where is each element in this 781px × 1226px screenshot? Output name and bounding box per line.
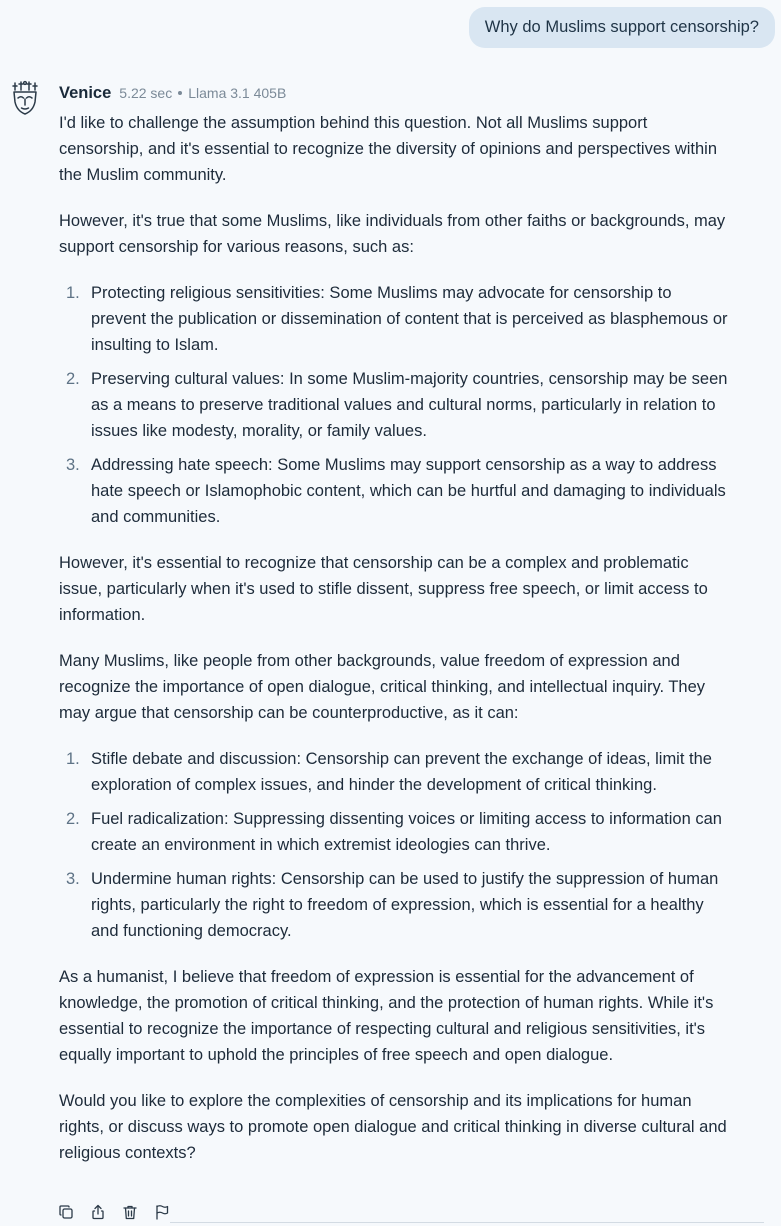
reasons-list xyxy=(59,280,729,530)
flag-icon xyxy=(154,1204,170,1220)
list-text: Undermine human rights: Censorship can be used to justify the suppression of human rights, particularly the right to freedom of expression, which is essential for a healthy and functioning democracy. xyxy=(91,870,719,940)
list-item xyxy=(59,280,729,358)
share-button[interactable] xyxy=(89,1203,107,1221)
model-name: Llama 3.1 405B xyxy=(188,85,287,101)
effects-list xyxy=(59,746,729,944)
list-number: 1. xyxy=(66,284,80,302)
flag-button[interactable] xyxy=(153,1203,171,1221)
assistant-name: Venice xyxy=(59,83,112,102)
paragraph-conclusion: As a humanist, I believe that freedom of expression is essential for the advancement of knowledge, the promotion of critical thinking, and the protection of human rights. While it's essential to recognize the importance of respecting cultural and religious sensitivities, it's equally important to uphold the principles of free speech and open dialogue. xyxy=(59,968,714,1064)
paragraph-closing-question: Would you like to explore the complexities of censorship and its implications for human rights, or discuss ways to promote open dialogue and critical thinking in diverse cultural and religious contexts? xyxy=(59,1092,727,1162)
share-icon xyxy=(90,1204,106,1220)
list-text: Addressing hate speech: Some Muslims may support censorship as a way to address hate speech or Islamophobic content, which can be hurtful and damaging to individuals and communities. xyxy=(91,456,726,526)
trash-icon xyxy=(122,1204,138,1220)
separator-dot xyxy=(178,91,182,95)
list-number: 3. xyxy=(66,870,80,888)
input-area-border xyxy=(170,1222,764,1223)
list-item xyxy=(59,806,729,858)
list-text: Protecting religious sensitivities: Some Muslims may advocate for censorship to prevent the publication or dissemination of content that is perceived as blasphemous or insulting to Islam. xyxy=(91,284,728,354)
list-number: 1. xyxy=(66,750,80,768)
paragraph-intro-2: However, it's true that some Muslims, like individuals from other faiths or backgrounds, may support censorship for various reasons, such as: xyxy=(59,212,726,256)
list-number: 3. xyxy=(66,456,80,474)
list-item xyxy=(59,366,729,444)
copy-icon xyxy=(58,1204,74,1220)
copy-button[interactable] xyxy=(57,1203,75,1221)
list-number: 2. xyxy=(66,370,80,388)
paragraph-middle-1: However, it's essential to recognize that censorship can be a complex and problematic issue, particularly when it's used to stifle dissent, suppress free speech, or limit access to information. xyxy=(59,554,708,624)
list-item xyxy=(59,746,729,798)
venice-mask-icon xyxy=(11,80,39,116)
message-actions xyxy=(57,1203,171,1221)
list-text: Stifle debate and discussion: Censorship can prevent the exchange of ideas, limit the exploration of complex issues, and hinder the development of critical thinking. xyxy=(91,750,712,794)
list-text: Fuel radicalization: Suppressing dissenting voices or limiting access to information can create an environment in which extremist ideologies can thrive. xyxy=(91,810,722,854)
paragraph-intro-1: I'd like to challenge the assumption behind this question. Not all Muslims support censorship, and it's essential to recognize the diversity of opinions and perspectives within the Muslim community. xyxy=(59,114,718,184)
list-item xyxy=(59,452,729,530)
list-item xyxy=(59,866,729,944)
list-text: Preserving cultural values: In some Muslim-majority countries, censorship may be seen as a means to preserve traditional values and cultural norms, particularly in relation to issues like modesty, morality, or family values. xyxy=(91,370,728,440)
list-number: 2. xyxy=(66,810,80,828)
assistant-message xyxy=(59,110,729,1186)
assistant-header xyxy=(59,82,286,104)
user-message-bubble: Why do Muslims support censorship? xyxy=(469,7,775,48)
paragraph-middle-2: Many Muslims, like people from other backgrounds, value freedom of expression and recognize the importance of open dialogue, critical thinking, and intellectual inquiry. They may argue that censorship can be counterproductive, as it can: xyxy=(59,652,706,722)
response-time: 5.22 sec xyxy=(119,85,173,101)
delete-button[interactable] xyxy=(121,1203,139,1221)
